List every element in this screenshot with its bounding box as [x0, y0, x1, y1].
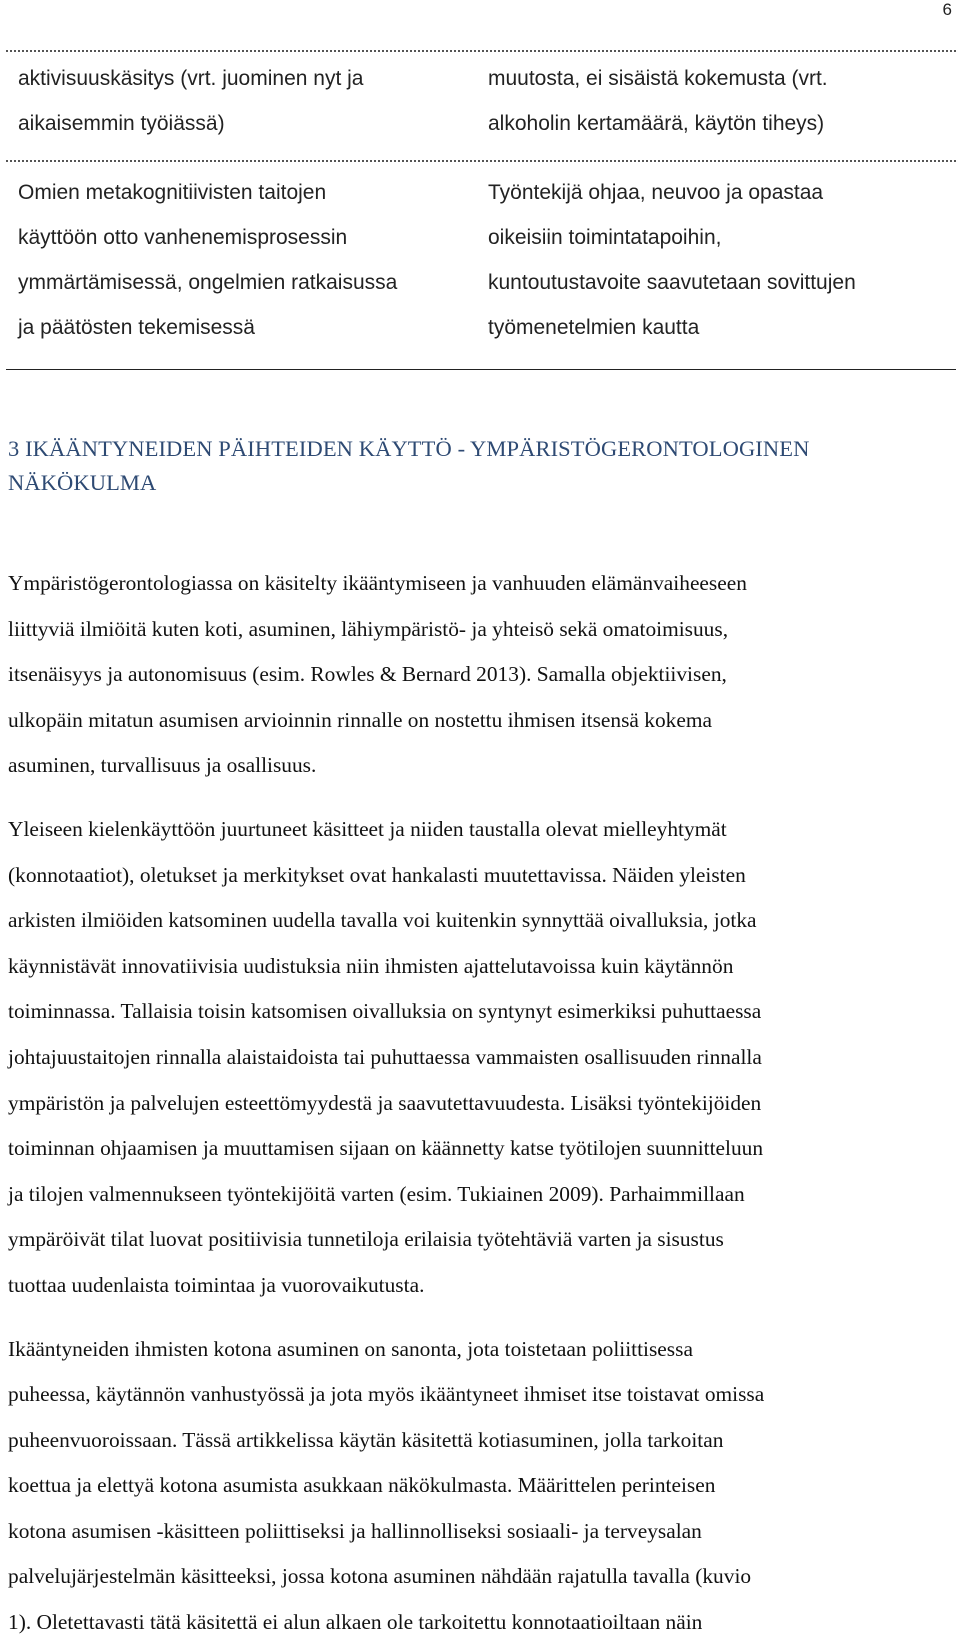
table-cell-right	[462, 56, 956, 160]
text-line: käynnistävät innovatiivisia uudistuksia niin ihmisten ajattelutavoissa kuin käytännön	[8, 953, 734, 978]
table-cell-right	[462, 170, 956, 370]
paragraph	[8, 561, 953, 789]
cell-line: työmenetelmien kautta	[488, 316, 700, 339]
text-line: ympäristön ja palvelujen esteettömyydestä ja saavutettavuudesta. Lisäksi työntekijöiden	[8, 1090, 762, 1115]
cell-line: ymmärtämisessä, ongelmien ratkaisussa	[18, 271, 398, 294]
comparison-table	[6, 50, 956, 370]
table-cell-left	[6, 56, 462, 160]
cell-line: oikeisiin toimintatapoihin,	[488, 226, 722, 249]
table-cell-left	[6, 170, 462, 370]
text-line: tuottaa uudenlaista toimintaa ja vuorovaikutusta.	[8, 1272, 425, 1297]
text-line: puheessa, käytännön vanhustyössä ja jota myös ikääntyneet ihmiset itse toistavat omissa	[8, 1382, 765, 1407]
paragraph	[8, 807, 953, 1309]
text-line: ja tilojen valmennukseen työntekijöitä varten (esim. Tukiainen 2009). Parhaimmillaan	[8, 1181, 745, 1206]
text-line: ympäröivät tilat luovat positiivisia tunnetiloja erilaisia työtehtäviä varten ja sisustus	[8, 1227, 724, 1252]
text-line: itsenäisyys ja autonomisuus (esim. Rowles & Bernard 2013). Samalla objektiivisen,	[8, 662, 727, 687]
cell-line: käyttöön otto vanhenemisprosessin	[18, 226, 348, 249]
text-line: koettua ja elettyä kotona asumista asukkaan näkökulmasta. Määrittelen perinteisen	[8, 1473, 716, 1498]
text-line: arkisten ilmiöiden katsominen uudella tavalla voi kuitenkin synnyttää oivalluksia, jotka	[8, 908, 757, 933]
text-line: Ikääntyneiden ihmisten kotona asuminen on sanonta, jota toistetaan poliittisessa	[8, 1336, 693, 1361]
text-line: Yleiseen kielenkäyttöön juurtuneet käsitteet ja niiden taustalla olevat mielleyhtymät	[8, 816, 727, 841]
cell-line: ja päätösten tekemisessä	[18, 316, 255, 339]
text-line: johtajuustaitojen rinnalla alaistaidoista tai puhuttaessa vammaisten osallisuuden rinnalla	[8, 1044, 762, 1069]
text-line: (konnotaatiot), oletukset ja merkitykset ovat hankalasti muutettavissa. Näiden yleisten	[8, 862, 746, 887]
text-line: puheenvuoroissaan. Tässä artikkelissa käytän käsitettä kotiasuminen, jolla tarkoitan	[8, 1427, 724, 1452]
cell-line: alkoholin kertamäärä, käytön tiheys)	[488, 112, 825, 135]
table-row	[6, 52, 956, 160]
table-bottom-rule	[6, 369, 956, 370]
cell-line: kuntoutustavoite saavutetaan sovittujen	[488, 271, 856, 294]
text-line: ulkopäin mitatun asumisen arvioinnin rinnalle on nostettu ihmisen itsensä kokema	[8, 707, 712, 732]
table-row	[6, 162, 956, 370]
body-text	[8, 561, 953, 1646]
text-line: 1). Oletettavasti tätä käsitettä ei alun alkaen ole tarkoitettu konnotaatioiltaan näin	[8, 1610, 703, 1635]
heading-line: NÄKÖKULMA	[8, 470, 157, 495]
cell-line: aktivisuuskäsitys (vrt. juominen nyt ja	[18, 67, 364, 90]
cell-line: aikaisemmin työiässä)	[18, 112, 225, 135]
text-line: toiminnan ohjaamisen ja muuttamisen sijaan on käännetty katse työtilojen suunnitteluun	[8, 1136, 764, 1161]
cell-line: Omien metakognitiivisten taitojen	[18, 181, 327, 204]
text-line: toiminnassa. Tallaisia toisin katsomisen oivalluksia on syntynyt esimerkiksi puhuttaessa	[8, 999, 762, 1024]
paragraph	[8, 1327, 953, 1646]
section-heading	[8, 432, 953, 500]
text-line: liittyviä ilmiöitä kuten koti, asuminen, lähiympäristö- ja yhteisö sekä omatoimisuus,	[8, 616, 729, 641]
text-line: asuminen, turvallisuus ja osallisuus.	[8, 753, 317, 778]
cell-line: Työntekijä ohjaa, neuvoo ja opastaa	[488, 181, 824, 204]
text-line: Ympäristögerontologiassa on käsitelty ikääntymiseen ja vanhuuden elämänvaiheeseen	[8, 571, 747, 595]
text-line: palvelujärjestelmän käsitteeksi, jossa kotona asuminen nähdään rajatulla tavalla (kuvio	[8, 1564, 752, 1589]
page-number: 6	[942, 0, 952, 19]
cell-line: muutosta, ei sisäistä kokemusta (vrt.	[488, 67, 828, 90]
text-line: kotona asumisen -käsitteen poliittiseksi ja hallinnolliseksi sosiaali- ja terveysalan	[8, 1518, 702, 1543]
heading-line: 3 IKÄÄNTYNEIDEN PÄIHTEIDEN KÄYTTÖ - YMPÄRISTÖGERONTOLOGINEN	[8, 436, 810, 461]
